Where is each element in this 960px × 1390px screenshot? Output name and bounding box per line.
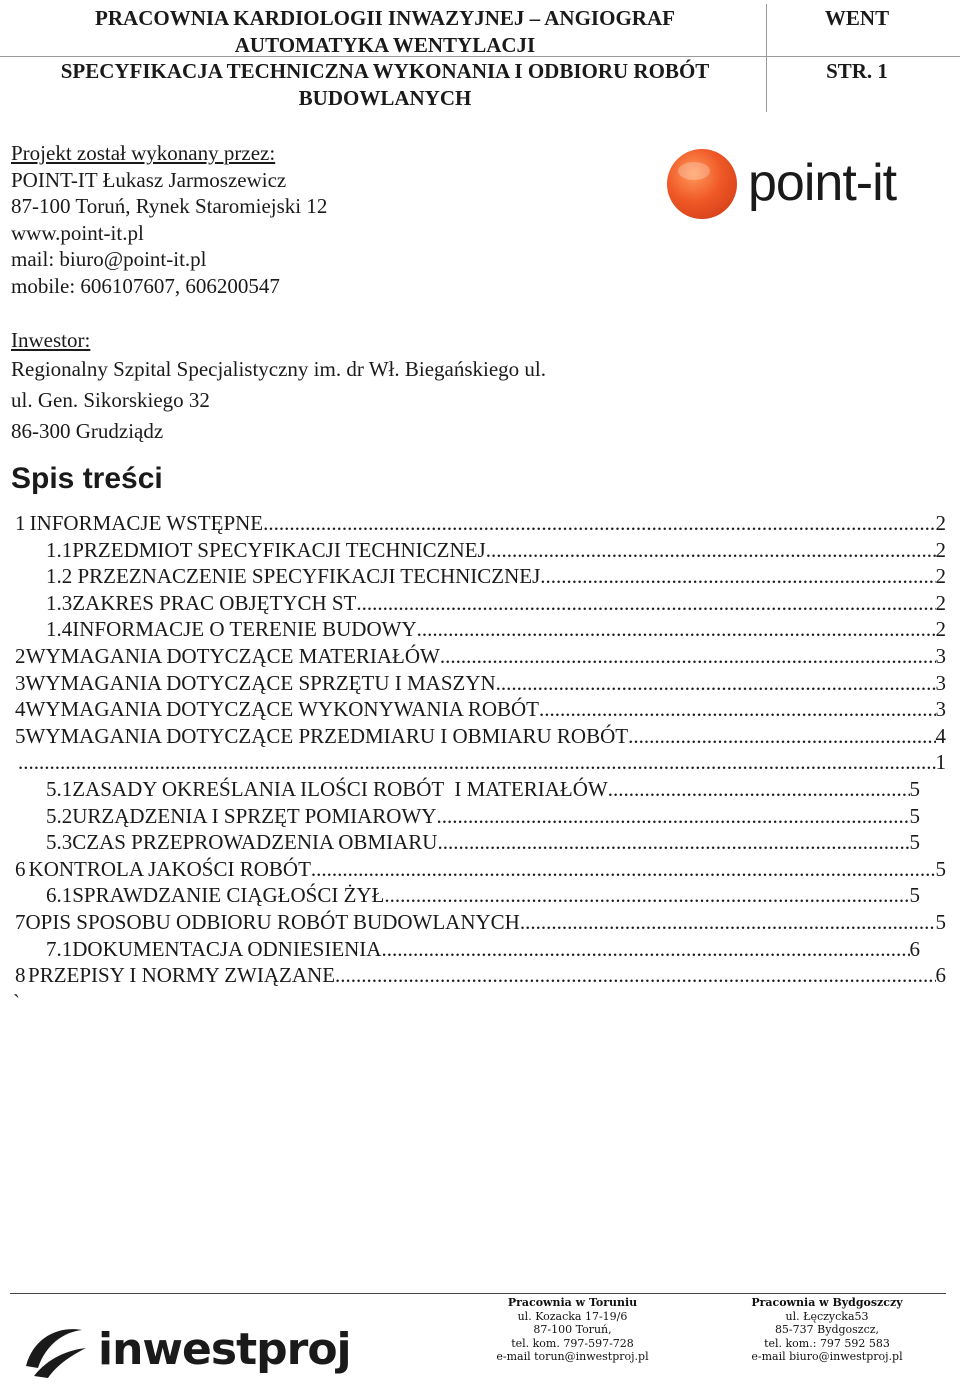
office-torun-street: ul. Kozacka 17-19/6: [517, 1309, 628, 1323]
toc-entry[interactable]: [46, 590, 946, 616]
toc-leader-dots: [440, 643, 936, 669]
toc-entry-label: DOKUMENTACJA ODNIESIENIA: [72, 936, 382, 961]
toc-entry[interactable]: [18, 749, 946, 775]
toc-leader-dots: [417, 616, 936, 642]
point-it-orb-icon: [667, 149, 737, 219]
office-torun-heading: Pracownia w Toruniu: [507, 1296, 638, 1309]
office-torun-phone: tel. kom. 797-597-728: [511, 1336, 634, 1350]
author-address: 87-100 Toruń, Rynek Staromiejski 12: [11, 194, 328, 218]
office-bydgoszcz-city: 85-737 Bydgoszcz,: [774, 1323, 880, 1336]
toc-leader-dots: [496, 670, 936, 696]
toc-entry[interactable]: [15, 856, 946, 882]
office-bydgoszcz-email[interactable]: e-mail biuro@inwestproj.pl: [751, 1350, 903, 1363]
toc-entry-label: CZAS PRZEPROWADZENIA OBMIARU: [72, 830, 438, 855]
toc-entry[interactable]: [46, 936, 920, 962]
toc-leader-dots: [381, 936, 909, 962]
header-subtitle-line1: SPECYFIKACJA TECHNICZNA WYKONANIA I ODBIORU ROBÓT: [60, 59, 710, 83]
point-it-wordmark: point-it: [748, 154, 897, 212]
toc-entry-number: 4: [15, 697, 26, 722]
inwestproj-logo: [20, 1318, 365, 1380]
header-page-number: STR. 1: [826, 59, 888, 83]
toc-entry-number: 5.3: [46, 830, 73, 855]
toc-entry-label: WYMAGANIA DOTYCZĄCE SPRZĘTU I MASZYN: [25, 670, 496, 695]
author-website: www.point-it.pl: [11, 220, 144, 245]
toc-entry-page: 3: [935, 670, 946, 695]
toc-entry-number: 1.1: [46, 537, 73, 562]
investor-name: Regionalny Szpital Specjalistyczny im. dr Wł. Biegańskiego ul.: [11, 356, 547, 381]
inwestproj-wordmark: inwestproj: [98, 1324, 351, 1375]
toc-entry-page: 6: [935, 963, 946, 988]
toc-leader-dots: [539, 696, 936, 722]
toc-leader-dots: [18, 749, 936, 775]
office-bydgoszcz-phone: tel. kom.: 797 592 583: [764, 1336, 890, 1350]
toc-entry[interactable]: [15, 670, 946, 696]
author-mobile: mobile: 606107607, 606200547: [11, 273, 280, 298]
toc-entry[interactable]: [46, 616, 946, 642]
footer-divider: [10, 1293, 946, 1294]
toc-entry-page: 5: [909, 830, 920, 855]
header-title-line2: AUTOMATYKA WENTYLACJI: [234, 33, 536, 57]
toc-entry-page: 5: [909, 777, 920, 801]
toc-entry-number: 8: [15, 963, 26, 988]
toc-entry-page: 5: [935, 910, 946, 934]
toc-entry-label: INFORMACJE WSTĘPNE: [29, 511, 264, 535]
toc-entry-page: 2: [935, 564, 946, 589]
office-bydgoszcz-street: ul. Łęczycka53: [785, 1309, 869, 1323]
toc-entry[interactable]: [15, 909, 946, 935]
toc-entry-label: URZĄDZENIA I SPRZĘT POMIAROWY: [72, 803, 437, 828]
toc-entry[interactable]: [46, 829, 920, 855]
toc-entry-page: 5: [909, 803, 920, 828]
toc-entry-label: PRZEDMIOT SPECYFIKACJI TECHNICZNEJ: [72, 537, 486, 562]
toc-entry-number: 2: [15, 644, 26, 668]
toc-entry-number: 1: [15, 511, 26, 535]
toc-entry[interactable]: [15, 962, 946, 988]
toc-entry-label: WYMAGANIA DOTYCZĄCE PRZEDMIARU I OBMIARU ROBÓT: [25, 723, 629, 748]
toc-entry-label: SPRAWDZANIE CIĄGŁOŚCI ŻYŁ: [72, 883, 385, 908]
header-subtitle: [10, 58, 760, 112]
toc-entry-page: 3: [935, 697, 946, 722]
document-header: [0, 0, 960, 112]
toc-entry-page: 1: [935, 750, 946, 775]
toc-entry[interactable]: [46, 882, 920, 908]
toc-entry-label: PRZEPISY I NORMY ZWIĄZANE: [28, 963, 336, 988]
toc-leader-dots: [486, 537, 936, 563]
toc-entry-page: 5: [935, 856, 946, 881]
header-branch: WENT: [824, 6, 890, 30]
author-email: mail: biuro@point-it.pl: [11, 247, 207, 271]
toc-leader-dots: [628, 723, 935, 749]
investor-street: ul. Gen. Sikorskiego 32: [11, 387, 210, 412]
toc-entry-number: 7.1: [46, 936, 73, 961]
investor-heading: Inwestor:: [11, 328, 91, 352]
toc-entry[interactable]: [46, 537, 946, 563]
toc-entry-page: 6: [909, 936, 920, 961]
toc-leader-dots: [335, 962, 935, 988]
toc-entry[interactable]: [46, 776, 920, 802]
toc-entry-page: 2: [935, 590, 946, 615]
toc-entry-number: 1.4: [46, 617, 73, 642]
toc-entry-number: 1.2: [46, 564, 73, 589]
toc-entry-number: 7: [15, 910, 26, 934]
toc-entry[interactable]: [46, 803, 920, 829]
toc-entry-label: INFORMACJE O TERENIE BUDOWY: [72, 617, 417, 642]
investor-city: 86-300 Grudziądz: [11, 418, 164, 443]
toc-entry-number: 5.1: [46, 777, 73, 801]
toc-entry[interactable]: [15, 723, 946, 749]
toc-leader-dots: [263, 510, 935, 536]
toc-leader-dots: [437, 829, 909, 855]
toc-entry-page: 2: [935, 537, 946, 562]
toc-leader-dots: [608, 776, 910, 802]
toc-entry-label: ZASADY OKREŚLANIA ILOŚCI ROBÓT I MATERIAŁÓW: [72, 777, 608, 801]
toc-entry-label: PRZEZNACZENIE SPECYFIKACJI TECHNICZNEJ: [72, 564, 541, 589]
header-title-line1: PRACOWNIA KARDIOLOGII INWAZYJNEJ – ANGIOGRAF: [95, 6, 675, 30]
author-company: POINT-IT Łukasz Jarmoszewicz: [11, 167, 287, 192]
toc-leader-dots: [311, 856, 936, 882]
toc-entry-page: 4: [935, 723, 946, 748]
toc-entry-label: ZAKRES PRAC OBJĘTYCH ST: [72, 590, 357, 615]
toc-title: Spis treści: [11, 462, 163, 495]
inwestproj-swoosh-icon: [26, 1329, 86, 1378]
author-heading: Projekt został wykonany przez:: [11, 141, 276, 165]
header-divider-vertical: [766, 4, 767, 112]
footer-office-torun: [495, 1296, 650, 1364]
toc-entry-label: WYMAGANIA DOTYCZĄCE MATERIAŁÓW: [25, 644, 440, 668]
stray-mark: `: [13, 990, 20, 1014]
toc-entry-number: 1.3: [46, 590, 73, 615]
toc-leader-dots: [540, 563, 935, 589]
office-bydgoszcz-heading: Pracownia w Bydgoszczy: [751, 1296, 903, 1309]
investor-block: [11, 327, 546, 447]
toc-entry-label: WYMAGANIA DOTYCZĄCE WYKONYWANIA ROBÓT: [25, 697, 539, 722]
toc-entry[interactable]: [15, 510, 946, 536]
toc-leader-dots: [520, 909, 936, 935]
toc-entry-number: 5.2: [46, 803, 73, 828]
toc-entry[interactable]: [46, 563, 946, 589]
author-contact: [11, 140, 327, 299]
office-torun-city: 87-100 Toruń,: [533, 1323, 612, 1336]
toc-entry[interactable]: [15, 643, 946, 669]
toc-entry[interactable]: [15, 696, 946, 722]
toc-entry-number: 5: [15, 723, 26, 748]
footer-office-bydgoszcz: [748, 1296, 906, 1364]
header-subtitle-line2: BUDOWLANYCH: [298, 86, 472, 110]
office-torun-email[interactable]: e-mail torun@inwestproj.pl: [496, 1350, 649, 1363]
toc-entry-label: KONTROLA JAKOŚCI ROBÓT: [28, 856, 311, 881]
toc-entry-page: 5: [909, 883, 920, 908]
toc-leader-dots: [384, 882, 909, 908]
toc-entry-page: 2: [935, 617, 946, 642]
toc-entry-page: 3: [935, 644, 946, 668]
point-it-logo: [664, 144, 924, 224]
toc-entry-number: 6.1: [46, 883, 73, 908]
toc-leader-dots: [436, 803, 909, 829]
toc-entry-page: 2: [935, 511, 946, 535]
toc-leader-dots: [356, 590, 935, 616]
toc-entry-number: 6: [15, 856, 26, 881]
header-title: [10, 5, 760, 59]
toc-entry-number: 3: [15, 670, 26, 695]
toc-entry-label: OPIS SPOSOBU ODBIORU ROBÓT BUDOWLANYCH: [25, 910, 520, 934]
